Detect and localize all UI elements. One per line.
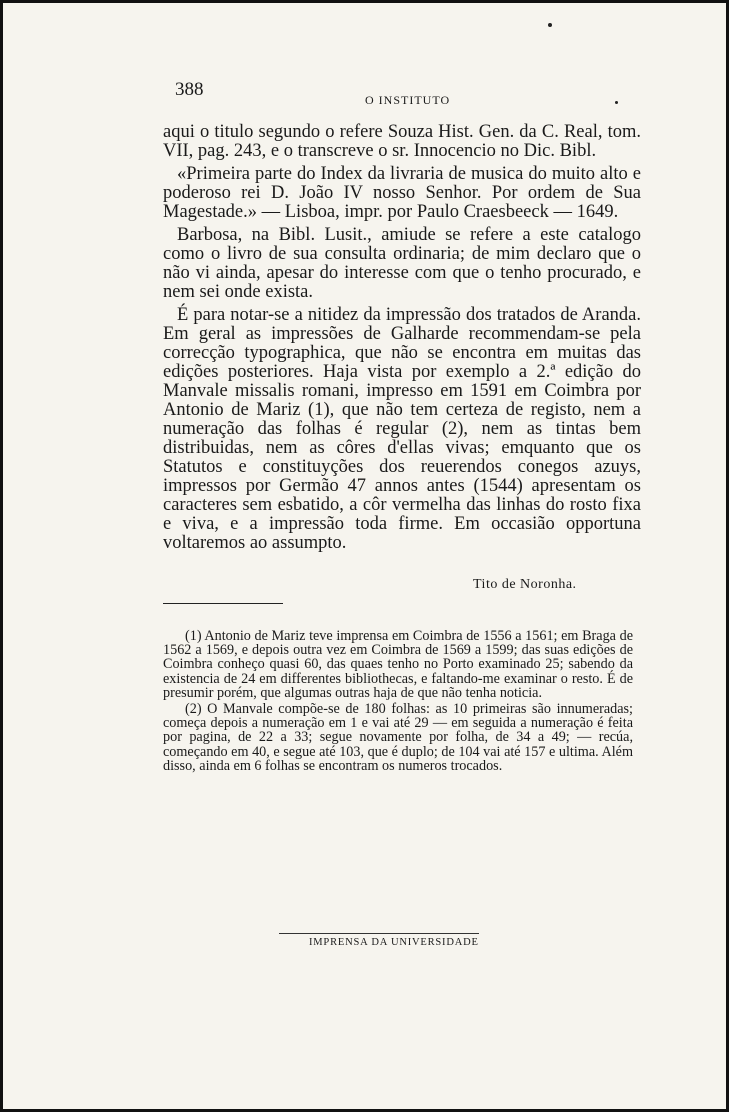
paragraph: «Primeira parte do Index da livraria de musica do muito alto e poderoso rei D. João IV nosso Senhor. Por ordem de Sua Magestade.» — Lisboa, impr. por Paulo Craesbeeck — 1649. — [163, 164, 641, 222]
main-text — [163, 123, 641, 557]
imprint-divider — [279, 933, 479, 934]
page-number: 388 — [175, 79, 204, 100]
author-signature: Tito de Noronha. — [473, 577, 577, 592]
printer-imprint: IMPRENSA DA UNIVERSIDADE — [309, 937, 479, 948]
footnote-divider — [163, 603, 283, 604]
footnotes — [163, 629, 633, 775]
ink-speck — [615, 101, 618, 104]
paragraph: Barbosa, na Bibl. Lusit., amiude se refere a este catalogo como o livro de sua consulta ordinaria; de mim declaro que o não vi ainda, apesar do interesse com que o tenho procurado, e nem sei onde exista. — [163, 225, 641, 302]
running-title: O INSTITUTO — [365, 93, 451, 107]
paragraph: É para notar-se a nitidez da impressão dos tratados de Aranda. Em geral as impressões de Galharde recommendam-se pela correcção typographica, que não se encontra em muitas das edições posteriores. Haja vista por exemplo a 2.ª edição do Manvale missalis romani, impresso em 1591 em Coimbra por Antonio de Mariz (1), que não tem certeza de registo, nem a numeração das folhas é regular (2), nem as tintas bem distribuidas, nem as côres d'ellas vivas; emquanto que os Statutos e constituyções dos reuerendos conegos azuys, impressos por Germão 47 annos antes (1544) apresentam os caracteres sem esbatido, a côr vermelha das linhas do rosto fixa e viva, e a impressão toda firme. Em occasião opportuna voltaremos ao assumpto. — [163, 305, 641, 553]
footnote: (1) Antonio de Mariz teve imprensa em Coimbra de 1556 a 1561; em Braga de 1562 a 1569, e depois outra vez em Coimbra de 1569 a 1599; das suas edições de Coimbra conheço quasi 60, das quaes tenho no Porto examinado 25; sabendo da existencia de 24 em differentes bibliothecas, e faltando-me examinar o resto. É de presumir porém, que algumas outras haja de que não tenha noticia. — [163, 628, 633, 701]
paragraph: aqui o titulo segundo o refere Souza Hist. Gen. da C. Real, tom. VII, pag. 243, e o transcreve o sr. Innocencio no Dic. Bibl. — [163, 122, 641, 161]
ink-speck — [548, 23, 552, 27]
footnote: (2) O Manvale compõe-se de 180 folhas: as 10 primeiras são innumeradas; começa depois a numeração em 1 e vai até 29 — em seguida a numeração é feita por pagina, de 22 a 33; segue novamente por folha, de 34 a 49; — recúa, começando em 40, e segue até 103, que é duplo; de 104 vai até 157 e ultima. Além disso, ainda em 6 folhas se encontram os numeros trocados. — [163, 701, 633, 774]
